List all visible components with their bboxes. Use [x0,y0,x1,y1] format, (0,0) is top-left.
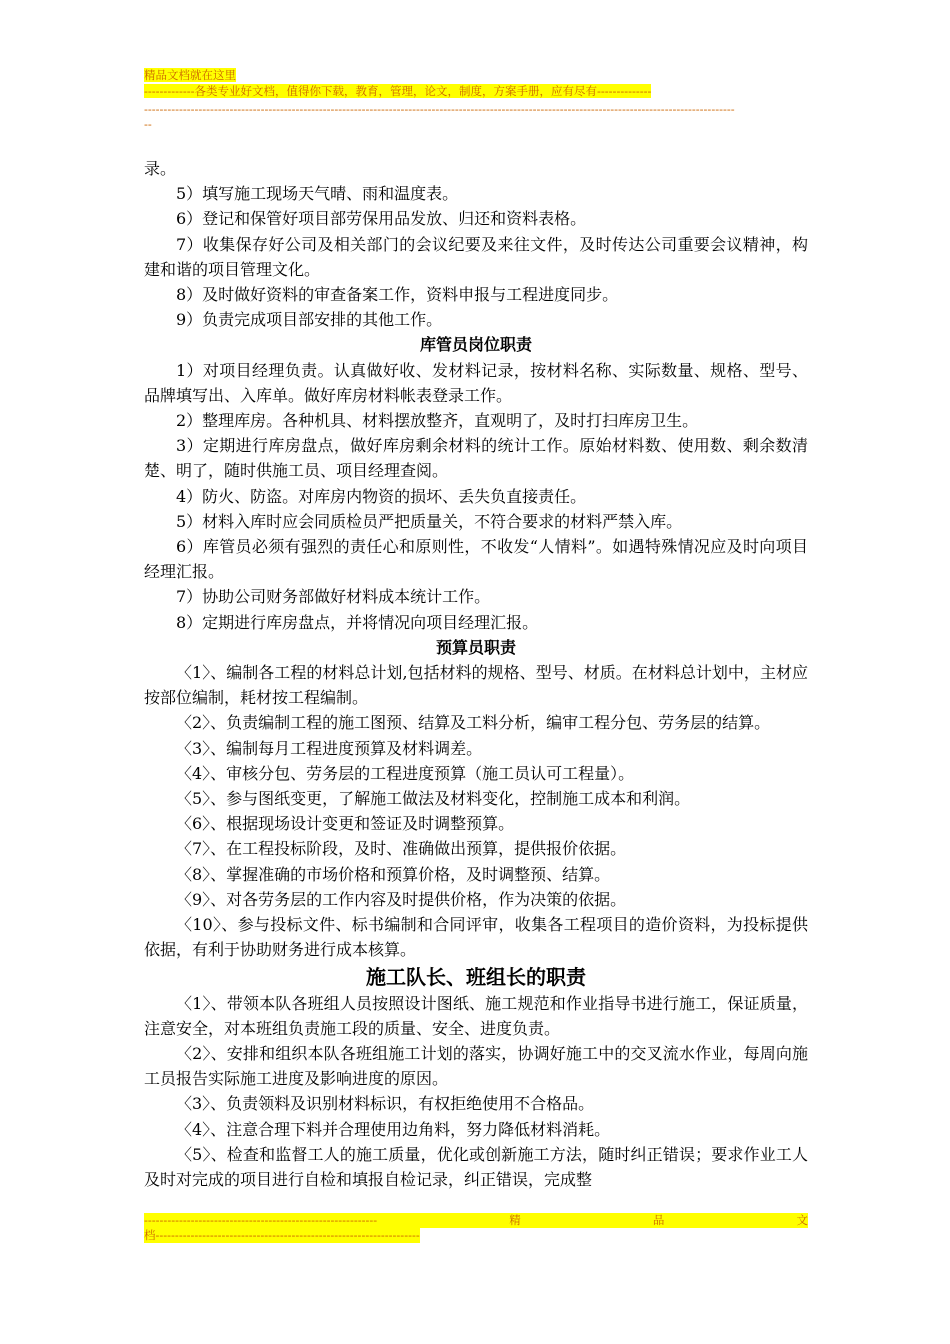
paragraph: 录。 [144,159,177,178]
paragraph: 5）材料入库时应会同质检员严把质量关，不符合要求的材料严禁入库。 [176,511,683,531]
paragraph: 〈5〉、检查和监督工人的施工质量，优化或创新施工方法，随时纠正错误；要求作业工人及时对完成的项目进行自检和填报自检记录，纠正错误，完成整 [144,1144,808,1189]
paragraph: 〈3〉、负责领料及识别材料标识，有权拒绝使用不合格品。 [176,1094,595,1114]
paragraph: 〈6〉、根据现场设计变更和签证及时调整预算。 [176,814,515,834]
paragraph: 1）对项目经理负责。认真做好收、发材料记录，按材料名称、实际数量、规格、型号、品牌填写出、入库单。做好库房材料帐表登录工作。 [144,360,808,405]
section-heading-yusuan: 预算员职责 [435,637,516,657]
paragraph: 〈1〉、带领本队各班组人员按照设计图纸、施工规范和作业指导书进行施工，保证质量，注意安全，对本班组负责施工段的质量、安全、进度负责。 [144,993,808,1038]
paragraph: 4）防火、防盗。对库房内物资的损坏、丢失负直接责任。 [176,486,587,506]
paragraph: 8）定期进行库房盘点，并将情况向项目经理汇报。 [176,612,539,632]
paragraph: 〈5〉、参与图纸变更，了解施工做法及材料变化，控制施工成本和利润。 [176,789,691,809]
paragraph: 6）库管员必须有强烈的责任心和原则性，不收发“人情料”。如遇特殊情况应及时向项目经理汇报。 [144,537,808,582]
paragraph: 7）协助公司财务部做好材料成本统计工作。 [176,587,491,607]
footer-line: ------------------------------------------------------------ 精 品 文 [144,1213,808,1227]
paragraph: 〈4〉、注意合理下料并合理使用边角料，努力降低材料消耗。 [176,1119,611,1139]
paragraph: 3）定期进行库房盘点，做好库房剩余材料的统计工作。原始材料数、使用数、剩余数清楚、明了，随时供施工员、项目经理查阅。 [144,436,808,481]
section-heading-kuguan: 库管员岗位职责 [419,335,532,355]
header-title: 精品文档就在这里 [144,68,236,82]
paragraph: 〈8〉、掌握准确的市场价格和预算价格，及时调整预、结算。 [176,864,611,884]
paragraph: 8）及时做好资料的审查备案工作，资料申报与工程进度同步。 [176,285,619,305]
footer-line: 档-------------------------------------------------------------------- [144,1228,420,1242]
paragraph: 〈9〉、对各劳务层的工作内容及时提供价格，作为决策的依据。 [176,889,627,909]
header-dash-line: -------------------------------------------------------------------------------------------------------------------------------------------------------- [144,102,735,116]
paragraph: 〈4〉、审核分包、劳务层的工程进度预算（施工员认可工程量）。 [176,763,635,783]
paragraph: 〈7〉、在工程投标阶段，及时、准确做出预算，提供报价依据。 [176,839,627,859]
paragraph: 2）整理库房。各种机具、材料摆放整齐，直观明了，及时打扫库房卫生。 [176,411,699,431]
section-heading-shigong: 施工队长、班组长的职责 [366,964,586,989]
paragraph: 〈1〉、编制各工程的材料总计划,包括材料的规格、型号、材质。在材料总计划中，主材应按部位编制，耗材按工程编制。 [144,663,808,708]
page-footer [144,1213,808,1247]
paragraph: 6）登记和保管好项目部劳保用品发放、归还和资料表格。 [176,209,587,229]
paragraph: 7）收集保存好公司及相关部门的会议纪要及来往文件，及时传达公司重要会议精神，构建和谐的项目管理文化。 [144,234,808,279]
header-dash-short: -- [144,117,152,131]
paragraph: 〈10〉、参与投标文件、标书编制和合同评审，收集各工程项目的造价资料，为投标提供依据，有利于协助财务进行成本核算。 [144,915,808,960]
paragraph: 9）负责完成项目部安排的其他工作。 [176,310,443,330]
header-tagline: -------------各类专业好文档，值得你下载，教育，管理，论文，制度，方案手册，应有尽有-------------- [144,84,652,98]
paragraph: 〈2〉、安排和组织本队各班组施工计划的落实，协调好施工中的交叉流水作业，每周向施工员报告实际施工进度及影响进度的原因。 [144,1043,808,1089]
paragraph: 〈2〉、负责编制工程的施工图预、结算及工料分析，编审工程分包、劳务层的结算。 [176,713,771,733]
document-body [144,156,808,1192]
paragraph: 5）填写施工现场天气晴、雨和温度表。 [176,184,459,204]
paragraph: 〈3〉、编制每月工程进度预算及材料调差。 [176,738,483,758]
